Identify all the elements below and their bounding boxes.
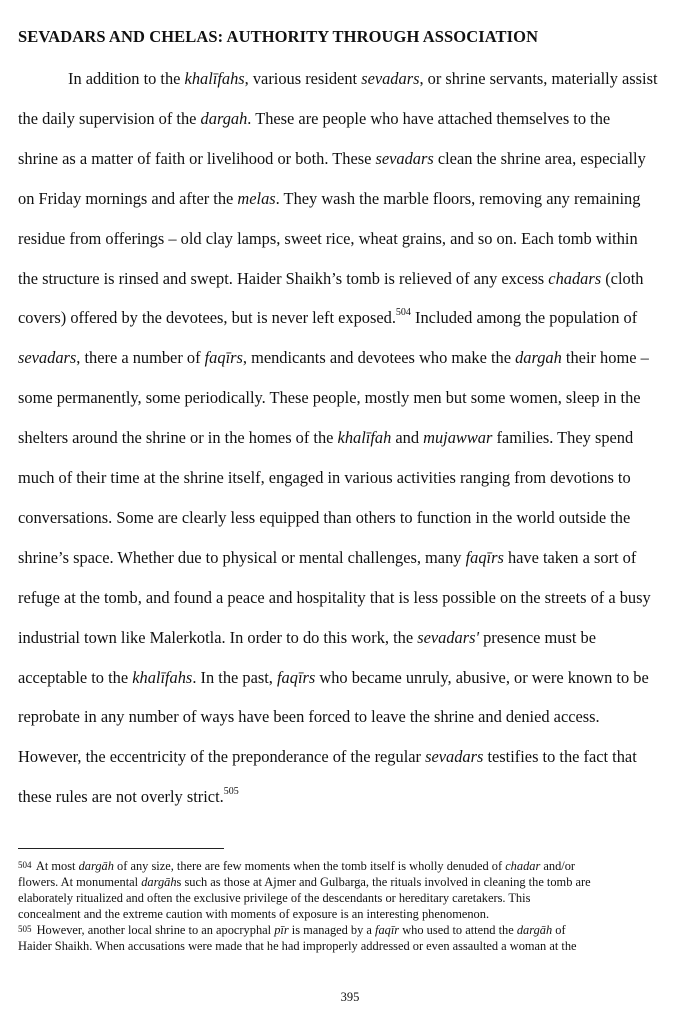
text-run: . These are people who have attached themselves to the <box>247 108 611 128</box>
text-run: some permanently, some periodically. These people, mostly men but some women, sleep in the <box>18 388 641 408</box>
page-number: 395 <box>340 990 360 1004</box>
text-run: s such as those at Ajmer and Gulbarga, the rituals involved in cleaning the tomb are <box>176 874 591 889</box>
text-run: who used to attend the <box>399 922 517 937</box>
text-run: reprobate in any number of ways have been forced to leave the shrine and denied access. <box>18 707 600 727</box>
text-run: concealment and the extreme caution with moments of exposure is an interesting phenomenon. <box>18 906 490 921</box>
footnote-line <box>18 891 530 906</box>
body-line <box>18 508 630 528</box>
text-run: , various resident <box>244 69 362 88</box>
body-line <box>18 388 641 408</box>
italic-term: mujawwar <box>423 428 493 448</box>
text-run: In addition to the <box>68 69 185 88</box>
footnote-ref: 505 <box>223 786 239 798</box>
italic-term: pīr <box>274 922 289 937</box>
body-line <box>68 69 658 89</box>
body-line <box>18 468 631 488</box>
text-run: and <box>391 428 424 448</box>
text-run: shrine as a matter of faith or livelihood or both. These <box>18 148 376 168</box>
footnote-ref: 504 <box>395 307 411 319</box>
footnote-line <box>18 939 577 954</box>
text-run: Haider Shaikh. When accusations were made that he had improperly addressed or even assaulted a woman at the <box>18 938 577 953</box>
footnote-line <box>18 875 591 890</box>
italic-term: dargāh <box>141 874 177 889</box>
text-run: Included among the population of <box>410 308 638 328</box>
text-run: refuge at the tomb, and found a peace and hospitality that is less possible on the streets of a busy <box>18 587 651 607</box>
italic-term: sevadars <box>361 69 420 88</box>
body-line <box>18 707 600 727</box>
text-run: and/or <box>540 859 576 873</box>
text-run: their home – <box>561 348 649 368</box>
text-run: flowers. At monumental <box>18 874 142 889</box>
text-run: , there a number of <box>76 348 205 368</box>
text-run: , mendicants and devotees who make the <box>242 348 516 368</box>
text-run: . They wash the marble floors, removing any remaining <box>275 188 641 208</box>
italic-term: faqīrs <box>204 348 243 368</box>
text-run: At most <box>33 859 79 873</box>
text-run: elaborately ritualized and often the exclusive privilege of the descendants or hereditary caretakers. This <box>18 890 531 905</box>
italic-term: faqīrs <box>465 547 504 567</box>
footnote-separator <box>18 848 224 849</box>
body-line <box>18 269 643 289</box>
italic-term: sevadars <box>425 747 484 767</box>
text-run: much of their time at the shrine itself, engaged in various activities ranging from devotions to <box>18 468 631 487</box>
body-line <box>18 548 636 568</box>
italic-term: chadar <box>505 859 541 873</box>
italic-term: khalīfahs <box>132 667 193 687</box>
text-run: . In the past, <box>192 667 277 687</box>
section-heading: SEVADARS AND CHELAS: AUTHORITY THROUGH ASSOCIATION <box>18 27 539 46</box>
text-run: who became unruly, abusive, or were known to be <box>315 667 649 687</box>
text-run: shrine’s space. Whether due to physical or mental challenges, many <box>18 547 466 567</box>
italic-term: sevadars <box>375 148 434 168</box>
text-run: shelters around the shrine or in the homes of the <box>18 428 338 448</box>
body-line <box>18 229 638 249</box>
text-run: of any size, there are few moments when the tomb itself is wholly denuded of <box>113 859 506 873</box>
italic-term: dargāh <box>516 922 553 937</box>
italic-term: sevadars <box>18 348 77 368</box>
text-run: However, the eccentricity of the preponderance of the regular <box>18 747 426 767</box>
body-line <box>18 149 646 169</box>
footnote-line <box>18 923 566 939</box>
text-run: is managed by a <box>288 922 376 937</box>
italic-term: faqīr <box>375 922 400 937</box>
text-run: (cloth <box>601 268 644 288</box>
italic-term: khalīfah <box>337 428 392 448</box>
text-run: have taken a sort of <box>503 547 637 567</box>
text-run: residue from offerings – old clay lamps, sweet rice, wheat grains, and so on. Each tomb within <box>18 228 638 248</box>
text-run: the structure is rinsed and swept. Haider Shaikh’s tomb is relieved of any excess <box>18 268 549 288</box>
text-run: of <box>552 922 566 937</box>
italic-term: chadars <box>548 268 602 288</box>
body-line <box>18 747 637 767</box>
footnote-line <box>18 907 489 922</box>
italic-term: dargah <box>200 108 248 128</box>
text-run: However, another local shrine to an apocryphal <box>33 922 275 937</box>
text-run: presence must be <box>479 627 596 647</box>
body-line <box>18 308 637 328</box>
text-run: conversations. Some are clearly less equipped than others to function in the world outside the <box>18 507 631 527</box>
body-line <box>18 189 640 209</box>
text-run: testifies to the fact that <box>483 747 637 767</box>
text-run: clean the shrine area, especially <box>433 148 646 168</box>
text-run: the daily supervision of the <box>18 108 201 128</box>
italic-term: melas <box>237 188 276 208</box>
italic-term: khalīfahs <box>184 69 245 88</box>
body-line <box>18 588 651 608</box>
italic-term: dargah <box>515 348 562 368</box>
italic-term: sevadars' <box>417 627 479 647</box>
footnote-line <box>18 859 575 875</box>
body-line <box>18 109 610 129</box>
italic-term: dargāh <box>78 859 114 873</box>
footnote-number: 504 <box>18 860 32 870</box>
italic-term: faqīrs <box>277 667 316 687</box>
body-line <box>18 668 649 688</box>
text-run: families. They spend <box>492 428 634 448</box>
footnote-number: 505 <box>18 923 32 934</box>
text-run: these rules are not overly strict. <box>18 787 224 807</box>
body-line <box>18 787 239 807</box>
body-line <box>18 428 633 448</box>
text-run: covers) offered by the devotees, but is never left exposed. <box>18 308 396 328</box>
body-line <box>18 348 649 368</box>
text-run: acceptable to the <box>18 667 133 687</box>
text-run: on Friday mornings and after the <box>18 188 238 208</box>
body-line <box>18 628 596 648</box>
text-run: , or shrine servants, materially assist <box>419 69 658 88</box>
text-run: industrial town like Malerkotla. In order to do this work, the <box>18 627 418 647</box>
